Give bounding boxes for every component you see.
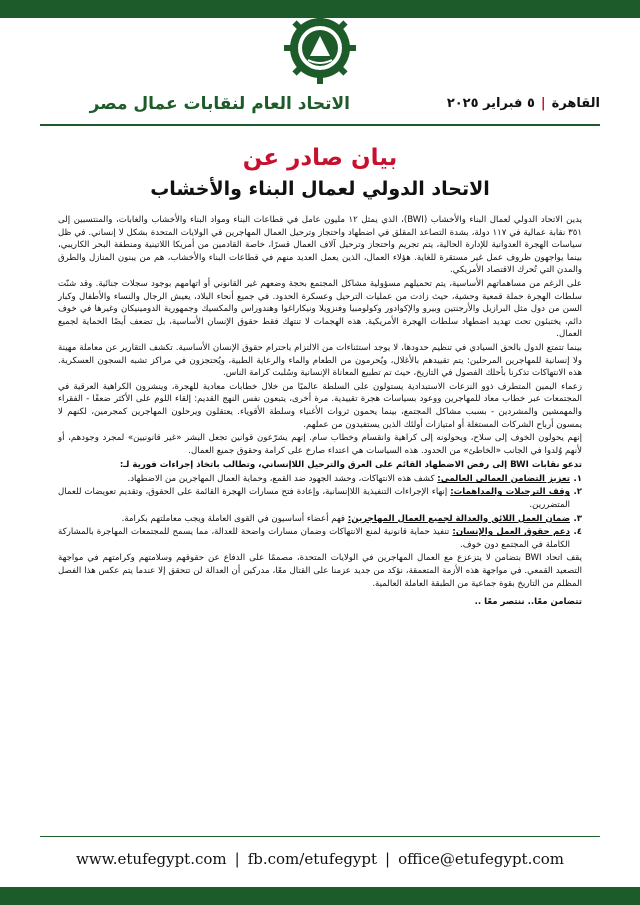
paragraph-3: بينما تتمتع الدول بالحق السيادي في تنظيم حدودها، لا يوجد استثناءات من الالتزام باحترام حقوق الإنسان الأساسية. تكشف التقارير عن معاملة مهينة ولا إنسانية للمهاجرين المرحلين: يتم تقييدهم بالأغلال، ويُحرمون من الطعام والماء والرعاية الطبية، ويُحتجزون في مراكز تشبه السجون العسكرية. هذه الانتهاكات تذكرنا بأحلك الفصول في التاريخ، حيث تم تطبيع المعاناة الإنسانية وسُلبت كرامة الناس. [58, 342, 582, 379]
demand-item [58, 526, 582, 551]
demands-list [58, 473, 582, 552]
footer-divider [40, 836, 600, 837]
organization-name: الاتحاد العام لنقابات عمال مصر [89, 94, 350, 114]
footer-separator: | [234, 850, 240, 868]
paragraph-4: زعماء اليمين المتطرف ذوو النزعات الاستبدادية يستولون على السلطة عالميًا من خلال خطابات معادية للهجرة، وينشرون الكراهية العرقية في المجتمعات عبر خطاب معاد للمهاجرين ووعود بسياسات هجرة تقييدية. مرة أخرى، يتبعون نفس النهج القديم: إلقاء اللوم على الأكثر ضعفًا - الفقراء والمهمشين والمشردين - بسبب مشاكل المجتمع، بينما يحمون ثروات الأغنياء وسلطة الأقوياء. يعتقلون ويرحلون المهاجرين كمجرمين، لكنهم لا يمسون أرباح الشركات المستغلة أو امتيازات أولئك الذين يستفيدون من عملهم. [58, 381, 582, 430]
demand-text: تنفيذ حماية قانونية لمنع الانتهاكات وضمان مسارات واضحة للعدالة، مما يسمح للمجتمعات المهاجرة بالمشاركة الكاملة في المجتمع دون خوف. [58, 527, 570, 550]
demand-item [58, 513, 582, 526]
demand-label: دعم حقوق العمل والإنسان: [452, 527, 570, 538]
demand-label: تعزيز التضامن العمالي العالمي: [437, 473, 570, 484]
statement-title: بيان صادر عن [242, 145, 398, 171]
email-link[interactable]: office@etufegypt.com [398, 850, 564, 868]
paragraph-1: يدين الاتحاد الدولي لعمال البناء والأخشاب (BWI)، الذي يمثل ١٢ مليون عامل في قطاعات البناء ومواد البناء والأخشاب والغابات، والمنتسبين إلى ٣٥١ نقابة عمالية في ١١٧ دولة، بشدة التصاعد المقلق في اضطهاد واحتجاز وترحيل العمال المهاجرين في الولايات المتحدة بشكل لا إنساني. في ظل سياسات الهجرة العدوانية للإدارة الحالية، يتم تجريم واحتجاز وترحيل آلاف العمال قسرًا، خاصة القادمين من أمريكا اللاتينية ومنطقة البحر الكاريبي، بينما يواجهون ظروف عمل غير مستقرة للغاية. هؤلاء العمال، الذين يعمل العديد منهم في قطاعات البناء والأخشاب، هم من يبنون المنازل والطرق والمدن التي تُحرك الاقتصاد الأمريكي. [58, 215, 582, 276]
facebook-link[interactable]: fb.com/etufegypt [247, 850, 378, 868]
etuf-logo-icon [280, 8, 360, 86]
city-label: القاهرة [551, 96, 600, 111]
demand-item [58, 473, 582, 486]
paragraph-2: على الرغم من مساهماتهم الأساسية، يتم تحميلهم مسؤولية مشاكل المجتمع بحجة وضعهم غير القانوني أو اتهامهم بوجود سجلات جنائية. وقد شنّت سلطات الهجرة حملة قمعية وحشية، حيث زادت من عمليات الترحيل وعسكرة الحدود. في جميع أنحاء البلاد، يعيش الرجال والنساء والأطفال وكبار السن من دول مثل البرازيل والأرجنتين وبيرو والإكوادور وكولومبيا وفنزويلا ونيكاراغوا وهندوراس والمكسيك وجمهورية الدومينيكان وغيرها في خوف دائم، يختبئون تحت تهديد اضطهاد سلطات الهجرة الأمريكية. هذه الهجمات لا تنتهك فقط حقوق الإنسان الأساسية، بل تضعف أيضًا الحماية لجميع العمال. [58, 278, 582, 340]
demand-number: ٤. [573, 527, 582, 538]
statement-body [58, 214, 582, 610]
demand-label: ضمان العمل اللائق والعدالة لجميع العمال المهاجرين: [347, 513, 570, 524]
date-line [447, 96, 600, 111]
footer-separator: | [385, 850, 391, 868]
demand-number: ٣. [573, 513, 582, 524]
contact-footer [0, 850, 640, 868]
header-divider [40, 124, 600, 126]
demand-number: ١. [573, 473, 582, 484]
demand-label: وقف الترحيلات والمداهمات: [450, 487, 571, 498]
paragraph-6: يقف اتحاد BWI بتضامن لا يتزعزع مع العمال المهاجرين في الولايات المتحدة، مصممًا على الدفاع عن حقوقهم وسلامتهم وكرامتهم في مواجهة التصعيد القمعي. في مواجهة هذه الأزمة المتعمقة، نؤكد من جديد عزمنا على القتال معًا، مدركين أن العدالة لن تتحقق إلا عندما يتم عكس هذا الفصل المظلم من التاريخ بقوة جماعية من الطبقة العاملة العالمية. [58, 553, 582, 589]
demand-number: ٢. [573, 487, 582, 498]
date-label: ٥ فبراير ٢٠٢٥ [446, 96, 535, 111]
website-link[interactable]: www.etufegypt.com [76, 850, 227, 868]
demand-text: فهم أعضاء أساسيون في القوى العاملة ويجب معاملتهم بكرامة. [121, 513, 348, 524]
paragraph-5: إنهم يحولون الخوف إلى سلاح، ويحولونه إلى كراهية وانقسام وخطاب سام. إنهم يشرّعون قوانين تجعل البشر «غير قانونيين» لمجرد وجودهم، أو لأنهم وُلدوا في الجانب «الخاطئ» من الحدود. هذه السياسات هي اعتداء صارخ على كرامة وحقوق جميع العمال. [58, 433, 582, 456]
demand-item [58, 486, 582, 511]
closing-slogan: تتضامن معًا.. ننتصر معًا .. [474, 597, 582, 608]
bottom-decorative-bar [0, 887, 640, 905]
demands-intro: تدعو نقابات BWI إلى رفض الاضطهاد القائم على العرق والترحيل اللاإنساني، وتطالب باتخاذ إجراءات فورية لـ: [119, 460, 582, 471]
demand-text: كشف هذه الانتهاكات، وحشد الجهود ضد القمع، وحماية العمال المهاجرين من الاضطهاد. [127, 473, 438, 484]
statement-issuer: الاتحاد الدولي لعمال البناء والأخشاب [150, 178, 490, 200]
demand-text: إنهاء الإجراءات التنفيذية اللاإنسانية، وإعادة فتح مسارات الهجرة القائمة على الحقوق، وتقديم تعويضات للعمال المتضررين. [58, 487, 570, 511]
date-separator: | [540, 96, 546, 111]
letter-header [40, 90, 600, 124]
